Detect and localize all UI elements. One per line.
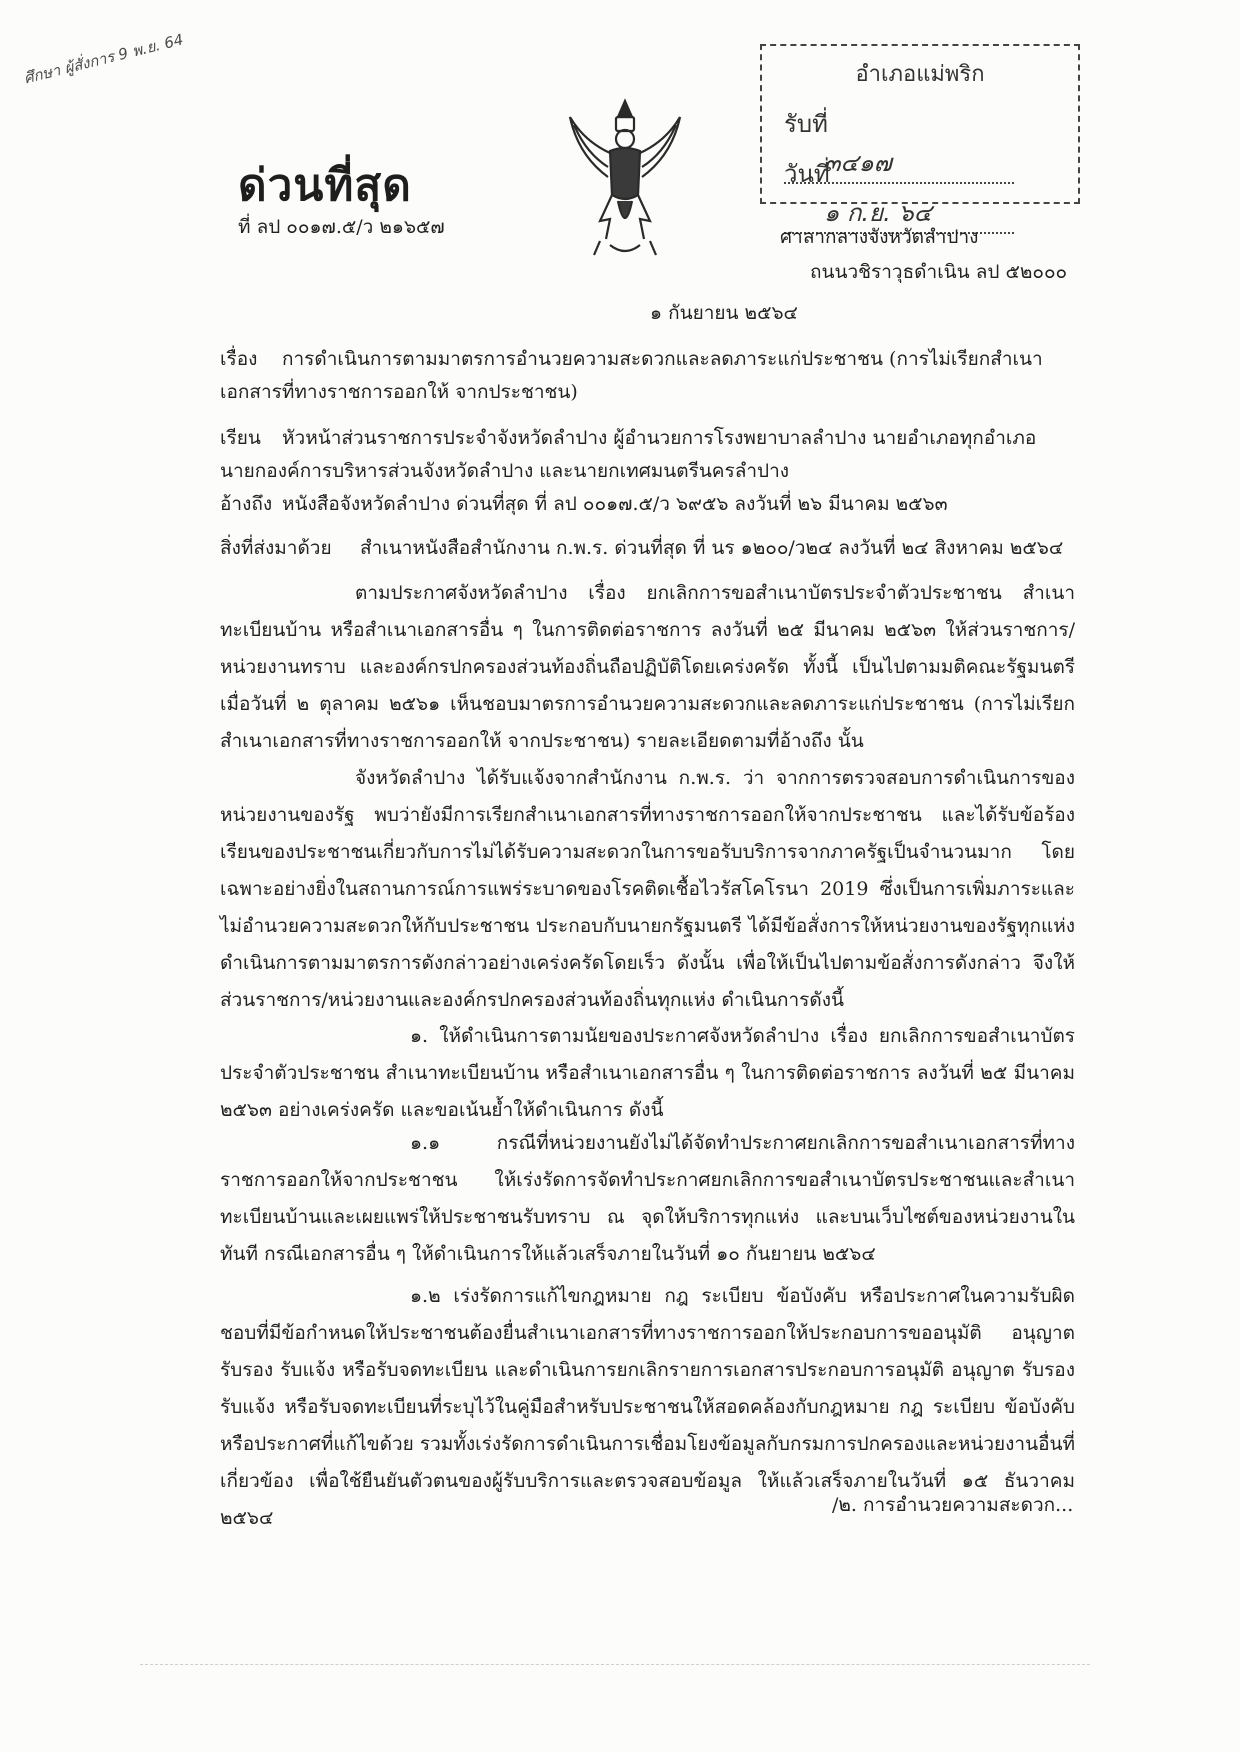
document-number: ที่ ลป ๐๐๑๗.๕/ว ๒๑๖๕๗	[238, 216, 445, 238]
sender-address-line-2: ถนนวชิราวุธดำเนิน ลป ๕๒๐๐๐	[810, 261, 1068, 283]
letter-date: ๑ กันยายน ๒๕๖๔	[650, 302, 798, 324]
handwritten-note: ศึกษา ผู้สั่งการ 9 พ.ย. 64	[22, 30, 186, 88]
reference-text: หนังสือจังหวัดลำปาง ด่วนที่สุด ที่ ลป ๐๐๑๗.๕/ว ๖๙๕๖ ลงวันที่ ๒๖ มีนาคม ๒๕๖๓	[282, 493, 948, 515]
body-paragraph-1	[220, 575, 1075, 760]
body-paragraph-4	[220, 1125, 1075, 1273]
stamp-office: อำเภอแม่พริก	[855, 62, 985, 87]
body-paragraph-5-text: ๑.๒ เร่งรัดการแก้ไขกฎหมาย กฎ ระเบียบ ข้อบังคับ หรือประกาศในความรับผิดชอบที่มีข้อกำหนดให้ประชาชนต้องยื่นสำเนาเอกสารที่ทางราชการออกให้ประกอบการขออนุมัติ อนุญาต รับรอง รับแจ้ง หรือรับจดทะเบียน และดำเนินการยกเลิกรายการเอกสารประกอบการอนุมัติ อนุญาต รับรอง รับแจ้ง หรือรับจดทะเบียนที่ระบุไว้ในคู่มือสำหรับประชาชนให้สอดคล้องกับกฎหมาย กฎ ระเบียบ ข้อบังคับ หรือประกาศที่แก้ไขด้วย รวมทั้งเร่งรัดการดำเนินการเชื่อมโยงข้อมูลกับกรมการปกครองและหน่วยงานอื่นที่เกี่ยวข้อง เพื่อใช้ยืนยันตัวตนของผู้รับบริการและตรวจสอบข้อมูล ให้แล้วเสร็จภายในวันที่ ๑๕ ธันวาคม ๒๕๖๔	[220, 1285, 1075, 1529]
subject-label: เรื่อง	[220, 348, 258, 370]
body-paragraph-4-text: ๑.๑ กรณีที่หน่วยงานยังไม่ได้จัดทำประกาศยกเลิกการขอสำเนาเอกสารที่ทางราชการออกให้จากประชาชน ให้เร่งรัดการจัดทำประกาศยกเลิกการขอสำเนาบัตรประชาชนและสำเนาทะเบียนบ้านและเผยแพร่ให้ประชาชนรับทราบ ณ จุดให้บริการทุกแห่ง และบนเว็บไซต์ของหน่วยงานในทันที กรณีเอกสารอื่น ๆ ให้ดำเนินการให้แล้วเสร็จภายในวันที่ ๑๐ กันยายน ๒๕๖๔	[220, 1132, 1075, 1265]
recipient-text: หัวหน้าส่วนราชการประจำจังหวัดลำปาง ผู้อำนวยการโรงพยาบาลลำปาง นายอำเภอทุกอำเภอ นายกองค์การบริหารส่วนจังหวัดลำปาง และนายกเทศมนตรีนครลำปาง	[220, 427, 1037, 482]
recipient-label: เรียน	[220, 427, 261, 449]
subject-text: การดำเนินการตามมาตรการอำนวยความสะดวกและลดภาระแก่ประชาชน (การไม่เรียกสำเนาเอกสารที่ทางราชการออกให้ จากประชาชน)	[220, 348, 1043, 403]
stamp-date-value: ๑ ก.ย. ๖๔	[784, 193, 1014, 234]
enclosure-label: สิ่งที่ส่งมาด้วย	[220, 537, 332, 559]
enclosure-line	[220, 532, 1075, 565]
continuation-marker: /๒. การอำนวยความสะดวก...	[832, 1494, 1074, 1516]
stamp-date-label: วันที่	[784, 160, 830, 188]
body-paragraph-2	[220, 760, 1075, 1019]
body-paragraph-3-text: ๑. ให้ดำเนินการตามนัยของประกาศจังหวัดลำปาง เรื่อง ยกเลิกการขอสำเนาบัตรประจำตัวประชาชน สำเนาทะเบียนบ้าน หรือสำเนาเอกสารอื่น ๆ ในการติดต่อราชการ ลงวันที่ ๒๕ มีนาคม ๒๕๖๓ อย่างเคร่งครัด และขอเน้นย้ำให้ดำเนินการ ดังนี้	[220, 1025, 1075, 1121]
body-paragraph-2-text: จังหวัดลำปาง ได้รับแจ้งจากสำนักงาน ก.พ.ร. ว่า จากการตรวจสอบการดำเนินการของหน่วยงานของรัฐ พบว่ายังมีการเรียกสำเนาเอกสารที่ทางราชการออกให้จากประชาชน และได้รับข้อร้องเรียนของประชาชนเกี่ยวกับการไม่ได้รับความสะดวกในการขอรับบริการจากภาครัฐเป็นจำนวนมาก โดยเฉพาะอย่างยิ่งในสถานการณ์การแพร่ระบาดของโรคติดเชื้อไวรัสโคโรนา 2019 ซึ่งเป็นการเพิ่มภาระและไม่อำนวยความสะดวกให้กับประชาชน ประกอบกับนายกรัฐมนตรี ได้มีข้อสั่งการให้หน่วยงานของรัฐทุกแห่งดำเนินการตามมาตรการดังกล่าวอย่างเคร่งครัดโดยเร็ว ดังนั้น เพื่อให้เป็นไปตามข้อสั่งการดังกล่าว จึงให้ส่วนราชการ/หน่วยงานและองค์กรปกครองส่วนท้องถิ่นทุกแห่ง ดำเนินการดังนี้	[220, 767, 1075, 1011]
subject-line	[220, 343, 1075, 409]
reference-label: อ้างถึง	[220, 493, 273, 515]
reference-line	[220, 488, 1075, 521]
recipient-line	[220, 422, 1075, 488]
body-paragraph-1-text: ตามประกาศจังหวัดลำปาง เรื่อง ยกเลิกการขอสำเนาบัตรประจำตัวประชาชน สำเนาทะเบียนบ้าน หรือสำเนาเอกสารอื่น ๆ ในการติดต่อราชการ ลงวันที่ ๒๕ มีนาคม ๒๕๖๓ ให้ส่วนราชการ/หน่วยงานทราบ และองค์กรปกครองส่วนท้องถิ่นถือปฏิบัติโดยเคร่งครัด ทั้งนี้ เป็นไปตามมติคณะรัฐมนตรี เมื่อวันที่ ๒ ตุลาคม ๒๕๖๑ เห็นชอบมาตรการอำนวยความสะดวกและลดภาระแก่ประชาชน (การไม่เรียกสำเนาเอกสารที่ทางราชการออกให้ จากประชาชน) รายละเอียดตามที่อ้างถึง นั้น	[220, 582, 1075, 752]
urgency-heading: ด่วนที่สุด	[238, 160, 412, 211]
enclosure-text: สำเนาหนังสือสำนักงาน ก.พ.ร. ด่วนที่สุด ที่ นร ๑๒๐๐/ว๒๔ ลงวันที่ ๒๔ สิงหาคม ๒๕๖๔	[360, 537, 1064, 559]
scan-artifact-divider	[140, 1664, 1090, 1665]
garuda-emblem-icon	[560, 95, 690, 265]
stamp-receipt-label: รับที่	[784, 110, 828, 138]
stamp-receipt-value: ๓๔๑๗	[784, 143, 1014, 184]
receipt-stamp	[760, 44, 1080, 227]
body-paragraph-3	[220, 1018, 1075, 1129]
sender-address-line-1: ศาลากลางจังหวัดลำปาง	[780, 226, 979, 248]
